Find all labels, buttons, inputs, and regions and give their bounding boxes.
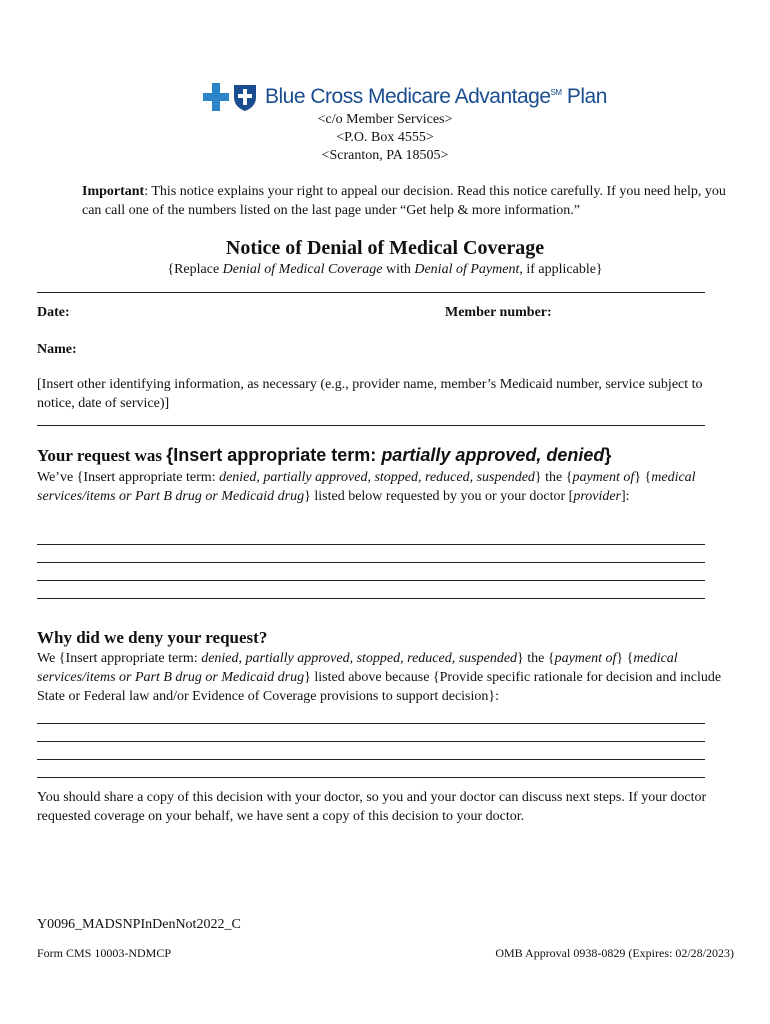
- plan-logo: [203, 82, 607, 112]
- entry-line: [37, 723, 705, 724]
- address-line-1: <c/o Member Services>: [317, 112, 453, 127]
- form-number: Form CMS 10003-NDMCP: [37, 946, 172, 960]
- request-heading: Your request was {Insert appropriate term: partially approved, denied}: [37, 445, 612, 465]
- document-code: Y0096_MADSNPInDenNot2022_C: [37, 917, 241, 932]
- entry-line: [37, 562, 705, 563]
- entry-line: [37, 598, 705, 599]
- entry-line: [37, 544, 705, 545]
- important-text: : This notice explains your right to appeal our decision. Read this notice carefully. If you need help, you can call one of the numbers listed on the last page under “Get help & more information.”: [82, 184, 726, 218]
- notice-title: Notice of Denial of Medical Coverage: [225, 237, 545, 259]
- blue-cross-blue-shield-icon: [203, 83, 259, 111]
- entry-line: [37, 580, 705, 581]
- member-number-label: Member number:: [445, 305, 552, 320]
- request-text: We’ve {Insert appropriate term: denied, partially approved, stopped, reduced, suspended} the {payment of} {medical services/items or Part B drug or Medicaid drug} listed below requested by you or your doctor [provider]:: [37, 470, 696, 504]
- address-line-2: <P.O. Box 4555>: [336, 130, 434, 145]
- divider: [37, 292, 705, 293]
- entry-line: [37, 777, 705, 778]
- why-heading: Why did we deny your request?: [37, 628, 268, 647]
- important-label: Important: [82, 184, 145, 199]
- omb-approval: OMB Approval 0938-0829 (Expires: 02/28/2023): [495, 946, 734, 960]
- why-text: We {Insert appropriate term: denied, partially approved, stopped, reduced, suspended} the {payment of} {medical services/items or Part B drug or Medicaid drug} listed above because {Provide specific rationale for decision and include State or Federal law and/or Evidence of Coverage provisions to support decision}:: [37, 651, 722, 704]
- entry-line: [37, 741, 705, 742]
- notice-subtitle: {Replace Denial of Medical Coverage with Denial of Payment, if applicable}: [167, 262, 603, 277]
- logo-wordmark: Blue Cross Medicare Advantage℠ Plan: [265, 85, 607, 108]
- identifying-info: [Insert other identifying information, as necessary (e.g., provider name, member’s Medicaid number, service subject to notice, date of service)]: [37, 377, 703, 411]
- date-label: Date:: [37, 305, 70, 320]
- share-decision-text: You should share a copy of this decision with your doctor, so you and your doctor can discuss next steps. If your doctor requested coverage on your behalf, we have sent a copy of this decision to your doctor.: [37, 790, 707, 824]
- name-label: Name:: [37, 342, 77, 357]
- address-line-3: <Scranton, PA 18505>: [321, 148, 449, 163]
- important-notice: [82, 182, 742, 220]
- entry-line: [37, 759, 705, 760]
- divider: [37, 425, 705, 426]
